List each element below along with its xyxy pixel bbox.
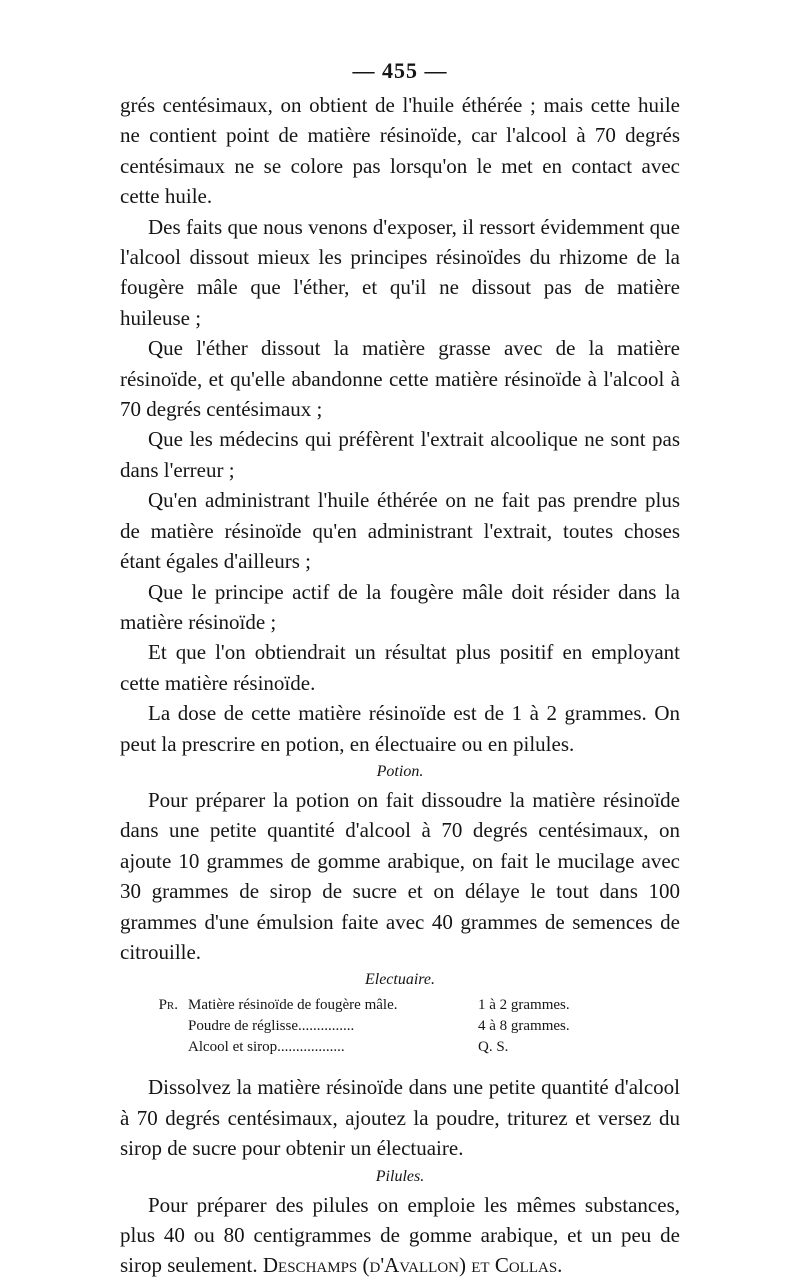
paragraph-8: La dose de cette matière résinoïde est de 1 à 2 grammes. On peut la prescrire en potion, en électuaire ou en pilules. [120, 701, 680, 756]
electuaire-recipe [120, 995, 680, 1058]
recipe-quantity: Q. S. [478, 1039, 509, 1056]
recipe-lead: Pr. [158, 997, 178, 1014]
pilules-heading: Pilules. [375, 1167, 425, 1185]
recipe-quantity: 1 à 2 grammes. [478, 997, 570, 1014]
paragraph-7: Et que l'on obtiendrait un résultat plus positif en employant cette matière résinoïde. [120, 640, 680, 695]
page-number: — 455 — [352, 58, 448, 83]
paragraph-1: grés centésimaux, on obtient de l'huile éthérée ; mais cette huile ne contient point de matière résinoïde, car l'alcool à 70 degrés centésimaux ne se colore pas lorsqu'on le met en contact avec cette huile. [120, 93, 680, 209]
paragraph-3: Que l'éther dissout la matière grasse avec de la matière résinoïde, et qu'elle abandonne cette matière résinoïde à l'alcool à 70 degrés centésimaux ; [120, 336, 680, 422]
potion-heading: Potion. [376, 762, 424, 780]
potion-text: Pour préparer la potion on fait dissoudre la matière résinoïde dans une petite quantité d'alcool à 70 degrés centésimaux, on ajoute 10 grammes de gomme arabique, on fait le mucilage avec 30 grammes de sirop de sucre et on délaye le tout dans 100 grammes d'une émulsion faite avec 40 grammes de semences de citrouille. [120, 787, 680, 964]
paragraph-6: Que le principe actif de la fougère mâle doit résider dans la matière résinoïde ; [120, 579, 680, 634]
recipe-ingredient: Matière résinoïde de fougère mâle. [188, 997, 398, 1014]
paragraph-4: Que les médecins qui préfèrent l'extrait alcoolique ne sont pas dans l'erreur ; [120, 427, 680, 482]
recipe-row [120, 1037, 680, 1058]
paragraph-5: Qu'en administrant l'huile éthérée on ne fait pas prendre plus de matière résinoïde qu'en administrant l'extrait, toutes choses étant égales d'ailleurs ; [120, 488, 680, 574]
paragraph-2: Des faits que nous venons d'exposer, il ressort évidemment que l'alcool dissout mieux les principes résinoïdes du rhizome de la fougère mâle que l'éther, et qu'il ne dissout pas de matière huileuse ; [120, 214, 680, 330]
page-body [120, 90, 680, 1281]
pilules-body: Pour préparer des pilules on emploie les mêmes substances, plus 40 ou 80 centigrammes de gomme arabique, et un peu de sirop seulement. [120, 1192, 680, 1278]
recipe-ingredient: Poudre de réglisse............... [188, 1018, 355, 1035]
pilules-text [120, 1190, 680, 1281]
recipe-ingredient: Alcool et sirop.................. [188, 1039, 345, 1056]
recipe-row [120, 1016, 680, 1037]
electuaire-heading: Electuaire. [364, 971, 436, 989]
electuaire-text: Dissolvez la matière résinoïde dans une petite quantité d'alcool à 70 degrés centésimaux, ajoutez la poudre, triturez et versez du sirop de sucre pour obtenir un électuaire. [120, 1075, 680, 1161]
author-signature: Deschamps (d'Avallon) et Collas. [262, 1253, 563, 1278]
recipe-row [120, 995, 680, 1016]
recipe-quantity: 4 à 8 grammes. [478, 1018, 570, 1035]
